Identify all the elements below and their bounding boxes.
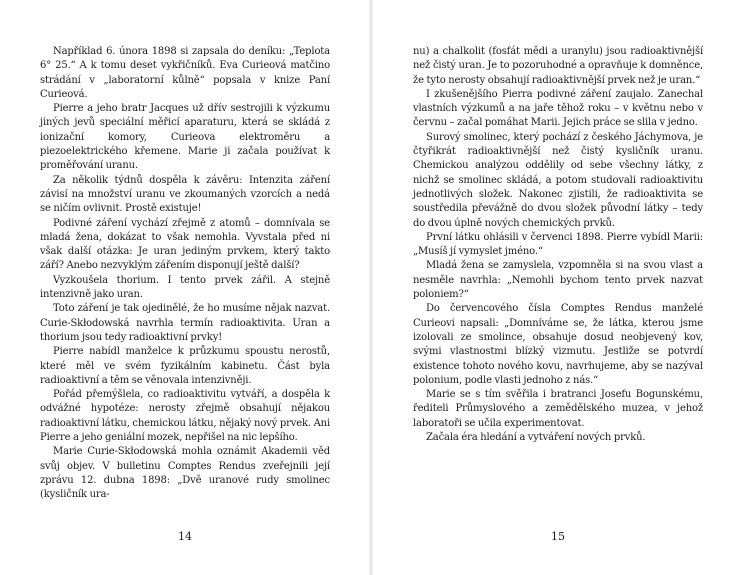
page-number-left: 14 [178, 530, 192, 543]
paragraph: nu) a chalkolit (fosfát mědi a uranylu) jsou radioaktivnější než čistý uran. Je to pozoruhodné a opravňuje k domněnce, že tyto nerosty obsahují radioaktivnější prvek než je uran.“ [413, 46, 703, 86]
paragraph: I zkušenějšího Pierra podivné záření zaujalo. Zanechal vlastních výzkumů a na jaře těhož roku – v květnu nebo v červnu – začal pomáhat Marii. Jejich práce se slila v jedno. [413, 88, 703, 129]
paragraph: První látku ohlásili v červenci 1898. Pierre vybídl Marii: „Musíš jí vymyslet jméno.“ [413, 231, 703, 258]
paragraph: Vyzkoušela thorium. I tento prvek zářil. A stejně intenzivně jako uran. [40, 274, 330, 301]
paragraph: Za několik týdnů dospěla k závěru: Intenzita záření závisí na množství uranu ve zkoumaných vzorcích a nedá se ničím ovlivnit. Prostě existuje! [40, 174, 330, 215]
paragraph: Pierre a jeho bratr Jacques už dřív sestrojili k výzkumu jiných jevů speciální měřicí aparaturu, která se skládá z ionizační komory, Curieova elektroměru a piezoelektrického křemene. Marie ji začala používat k proměřování uranu. [40, 103, 330, 172]
paragraph: Marie Curie-Skłodowská mohla oznámit Akademii věd svůj objev. V bulletinu Comptes Rendus zveřejnili její zprávu 12. dubna 1898: „Dvě uranové rudy smolinec (kysličník ura- [40, 446, 330, 501]
page-number-right: 15 [551, 530, 565, 543]
paragraph: Například 6. února 1898 si zapsala do deníku: „Teplota 6° 25.“ A k tomu deset vykřičníků. Eva Curieová matčino strádání v „laboratorní kůlně“ popsala v knize Paní Curieová. [40, 46, 330, 100]
right-page-text [413, 45, 703, 445]
paragraph: Toto záření je tak ojedinělé, že ho musíme nějak nazvat. Curie-Skłodowská navrhla termín radioaktivita. Uran a thorium jsou tedy radioaktivní prvky! [40, 303, 330, 343]
paragraph: Pierre nabídl manželce k průzkumu spoustu nerostů, které měl ve svém fyzikálním kabinetu. Část byla radioaktivní a těm se věnovala intenzivněji. [40, 346, 330, 386]
book-gutter [369, 0, 373, 575]
paragraph: Podivné záření vychází zřejmě z atomů – domnívala se mladá žena, dokázat to však nemohla. Vyvstala před ni však další otázka: Je uran jediným prvkem, který takto září? Anebo nezvyklým zářením disponují ještě další? [40, 217, 330, 272]
paragraph: Začala éra hledání a vytváření nových prvků. [426, 432, 646, 444]
left-page-text [40, 45, 330, 503]
paragraph: Do červencového čísla Comptes Rendus manželé Curieovi napsali: „Domníváme se, že látka, kterou jsme izolovali ze smolince, obsahuje dosud neobjevený kov, svými vlastnostmi blízký vizmutu. Jestliže se potvrdí existence tohoto nového kovu, navrhujeme, aby se nazýval polonium, podle vlasti jednoho z nás.“ [413, 303, 703, 386]
paragraph: Surový smolinec, který pochází z českého Jáchymova, je čtyřikrát radioaktivnější než čistý kysličník uranu. Chemickou analýzou oddělily od sebe všechny látky, z nichž se smolinec skládá, a potom studovali radioaktivitu jednotlivých složek. Nakonec zjistili, že radioaktivita se soustředila převážně do dvou složek původní látky – tedy do dvou úplně nových chemických prvků. [413, 131, 703, 229]
paragraph: Marie se s tím svěřila i bratranci Josefu Bogunskému, řediteli Průmyslového a zemědělského muzea, v jehož laboratoři se učila experimentovat. [413, 389, 703, 429]
paragraph: Mladá žena se zamyslela, vzpomněla si na svou vlast a nesměle navrhla: „Nemohli bychom tento prvek nazvat poloniem?“ [413, 260, 703, 301]
paragraph: Pořád přemýšlela, co radioaktivitu vytváří, a dospěla k odvážné hypotéze: nerosty zřejmě obsahují nějakou radioaktivní látku, chemickou látku, nějaký nový prvek. Ani Pierre a jeho geniální mozek, nepřišel na nic lepšího. [40, 389, 330, 444]
